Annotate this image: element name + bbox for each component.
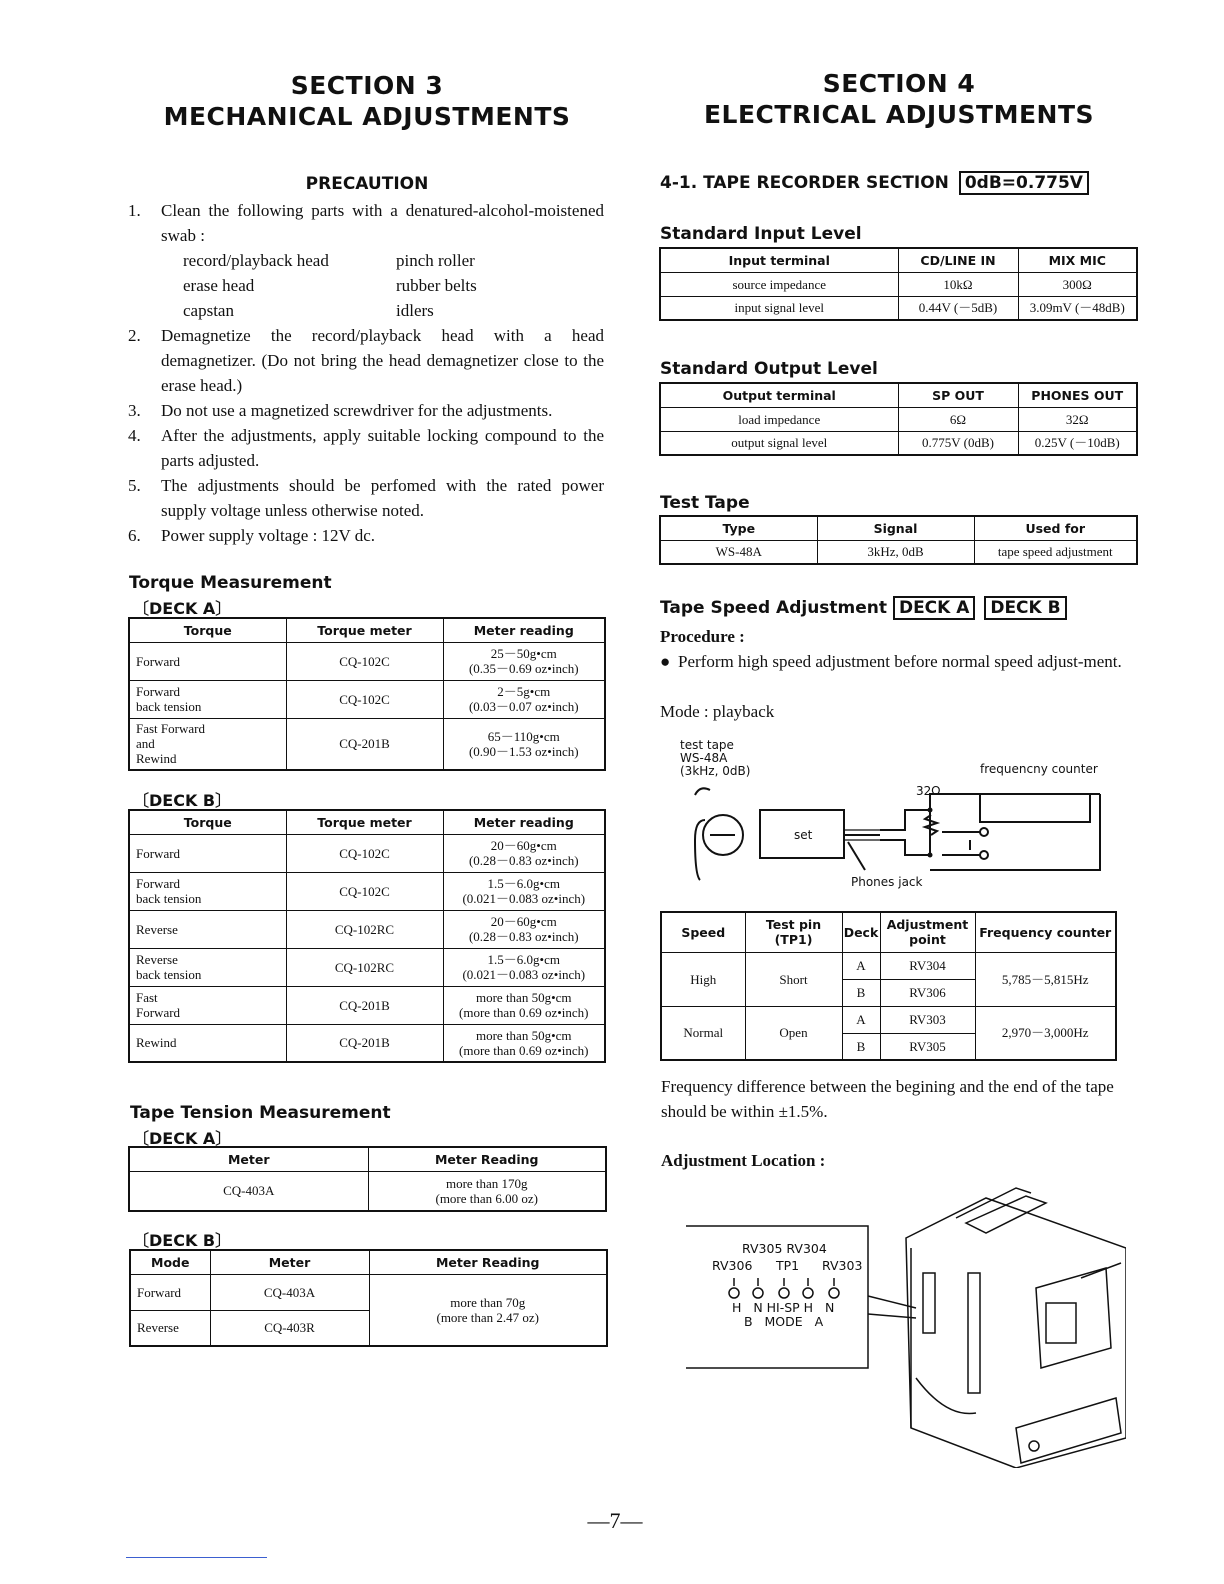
side-panel-left <box>923 1273 935 1333</box>
table-row: B RV305 <box>661 1033 1116 1060</box>
column-header: Output terminal <box>660 383 898 407</box>
section4-number: SECTION 4 <box>822 69 976 98</box>
resistor-label: 32Ω <box>916 784 941 798</box>
column-header: Type <box>660 516 817 540</box>
front-deck <box>1036 1268 1111 1368</box>
table-row: Forward CQ-102C 25－50g•cm (0.35－0.69 oz•inch) <box>129 642 605 680</box>
tension-deck-a-label: 〔DECK A〕 <box>133 1129 232 1148</box>
column-header: Used for <box>974 516 1137 540</box>
table-row: source impedance 10kΩ 300Ω <box>660 272 1137 296</box>
input-level-title: Standard Input Level <box>660 224 862 244</box>
column-header: Mode <box>130 1250 210 1274</box>
deck-a-box: DECK A <box>893 596 975 620</box>
set-box <box>760 810 844 858</box>
precaution-item: 3. Do not use a magnetized screwdriver for the adjustments. <box>128 401 553 420</box>
table-row: output signal level 0.775V (0dB) 0.25V (－10dB) <box>660 431 1137 455</box>
part: record/playback head <box>183 251 329 270</box>
table-row: Normal Open A RV303 2,970－3,000Hz <box>661 1006 1116 1033</box>
test-tape-table <box>659 515 1138 565</box>
phones-jack-label: Phones jack <box>851 875 923 889</box>
column-header: Meter reading <box>443 618 605 642</box>
precaution-item: 5. The adjustments should be perfomed with the rated power supply voltage unless otherwise noted. <box>128 476 604 520</box>
column-header: Test pin (TP1) <box>745 912 842 952</box>
footer-rule <box>126 1557 267 1558</box>
table-row: Forward CQ-403A more than 70g (more than 2.47 oz) <box>130 1274 607 1310</box>
column-header: Torque <box>129 810 286 834</box>
tape-recorder-section-title: 4-1. TAPE RECORDER SECTION 0dB=0.775V <box>660 173 1089 193</box>
precaution-title: PRECAUTION <box>305 174 429 194</box>
jack-pointer <box>848 842 865 870</box>
column-header: Torque meter <box>286 810 443 834</box>
column-header: MIX MIC <box>1018 248 1137 272</box>
odb-box: 0dB=0.775V <box>959 171 1089 195</box>
part: erase head <box>183 276 255 295</box>
column-header: Speed <box>661 912 745 952</box>
frequency-note: Frequency difference between the begining and the end of the tape should be within ±1.5%. <box>661 1077 1114 1121</box>
column-header: Meter Reading <box>368 1147 606 1171</box>
adjustment-location-title: Adjustment Location : <box>661 1151 826 1170</box>
location-label-modes: H N HI-SP H N <box>732 1300 835 1315</box>
precaution-item: 1. Clean the following parts with a denatured-alcohol-moistened swab : record/playback head pinch roller erase head rubber belts capstan idlers <box>128 198 604 323</box>
table-row: Forward back tension CQ-102C 2－5g•cm (0.03－0.07 oz•inch) <box>129 680 605 718</box>
table-row: load impedance 6Ω 32Ω <box>660 407 1137 431</box>
procedure-bullet: ● Perform high speed adjustment before normal speed adjust-ment. <box>660 649 1140 674</box>
counter-display <box>980 794 1090 822</box>
tape-speed-title: Tape Speed Adjustment DECK A DECK B <box>660 598 1067 618</box>
column-header: Meter Reading <box>369 1250 607 1274</box>
section4-title: ELECTRICAL ADJUSTMENTS <box>703 100 1095 129</box>
page-number: —7— <box>587 1508 643 1533</box>
table-row: High Short A RV304 5,785－5,815Hz <box>661 952 1116 979</box>
location-label-rv303: RV303 <box>822 1258 863 1273</box>
location-label-deck: B MODE A <box>744 1314 824 1329</box>
location-label-top: RV305 RV304 <box>742 1241 827 1256</box>
column-header: SP OUT <box>898 383 1018 407</box>
table-row: Forward CQ-102C 20－60g•cm (0.28－0.83 oz•inch) <box>129 834 605 872</box>
precaution-item: 6. Power supply voltage : 12V dc. <box>128 526 376 545</box>
input-level-table <box>659 247 1138 321</box>
column-header: Adjustment point <box>880 912 975 952</box>
tension-table-deck-b <box>129 1249 608 1347</box>
table-row: Forward back tension CQ-102C 1.5－6.0g•cm (0.021－0.083 oz•inch) <box>129 872 605 910</box>
torque-title: Torque Measurement <box>129 573 332 593</box>
torque-deck-b-label: 〔DECK B〕 <box>133 791 232 810</box>
precaution-item: 4. After the adjustments, apply suitable locking compound to the parts adjusted. <box>128 426 604 470</box>
section3-heading <box>128 70 606 132</box>
column-header: Input terminal <box>660 248 898 272</box>
table-row: Reverse back tension CQ-102RC 1.5－6.0g•cm (0.021－0.083 oz•inch) <box>129 948 605 986</box>
tension-title: Tape Tension Measurement <box>130 1103 391 1123</box>
table-row: B RV306 <box>661 979 1116 1006</box>
table-row: WS-48A 3kHz, 0dB tape speed adjustment <box>660 540 1137 564</box>
procedure-label: Procedure : <box>660 627 745 646</box>
tape-reel-top <box>695 788 710 795</box>
set-label: set <box>794 828 813 842</box>
column-header: Signal <box>817 516 974 540</box>
location-label-tp1: TP1 <box>776 1258 800 1273</box>
section3-title: MECHANICAL ADJUSTMENTS <box>163 102 571 131</box>
precaution-item: 2. Demagnetize the record/playback head with a head demagnetizer. (Do not bring the head demagnetizer close to the erase head.) <box>128 326 604 395</box>
deck-b-box: DECK B <box>984 596 1066 620</box>
location-label-rv306: RV306 <box>712 1258 753 1273</box>
column-header: Deck <box>842 912 880 952</box>
precaution-list <box>128 198 604 548</box>
table-row: input signal level 0.44V (－5dB) 3.09mV (－48dB) <box>660 296 1137 320</box>
table-row: Reverse CQ-102RC 20－60g•cm (0.28－0.83 oz•inch) <box>129 910 605 948</box>
tension-deck-b-label: 〔DECK B〕 <box>133 1231 232 1250</box>
part: capstan <box>183 301 234 320</box>
part: pinch roller <box>396 251 475 270</box>
cassette-window <box>1046 1303 1076 1343</box>
test-tape-title: Test Tape <box>660 493 750 513</box>
speed-adjust-table <box>660 911 1117 1061</box>
table-row: Rewind CQ-201B more than 50g•cm (more than 0.69 oz•inch) <box>129 1024 605 1062</box>
column-header: Torque meter <box>286 618 443 642</box>
torque-table-deck-a <box>128 617 606 771</box>
mode-line: Mode : playback <box>660 702 775 721</box>
table-row: Fast Forward and Rewind CQ-201B 65－110g•cm (0.90－1.53 oz•inch) <box>129 718 605 770</box>
side-panel-right <box>968 1273 980 1393</box>
part: rubber belts <box>396 276 477 295</box>
section3-number: SECTION 3 <box>290 71 444 100</box>
parts-list <box>161 248 604 323</box>
column-header: Meter <box>129 1147 368 1171</box>
output-level-title: Standard Output Level <box>660 359 878 379</box>
table-row: Fast Forward CQ-201B more than 50g•cm (more than 0.69 oz•inch) <box>129 986 605 1024</box>
bullet-icon: ● <box>660 652 671 671</box>
section4-heading <box>660 68 1138 130</box>
column-header: CD/LINE IN <box>898 248 1018 272</box>
torque-table-deck-b <box>128 809 606 1063</box>
tension-table-deck-a <box>128 1146 607 1212</box>
column-header: Meter <box>210 1250 369 1274</box>
column-header: Torque <box>129 618 286 642</box>
torque-deck-a-label: 〔DECK A〕 <box>133 599 232 618</box>
part: idlers <box>396 301 434 320</box>
column-header: PHONES OUT <box>1018 383 1137 407</box>
test-tape-label: test tape WS-48A (3kHz, 0dB) <box>680 738 751 778</box>
counter-label: frequencny counter <box>980 762 1098 776</box>
table-row: Reverse CQ-403R <box>130 1310 607 1346</box>
column-header: Meter reading <box>443 810 605 834</box>
output-level-table <box>659 382 1138 456</box>
table-row: CQ-403A more than 170g (more than 6.00 oz) <box>129 1171 606 1211</box>
column-header: Frequency counter <box>975 912 1116 952</box>
measurement-diagram <box>680 780 1110 890</box>
